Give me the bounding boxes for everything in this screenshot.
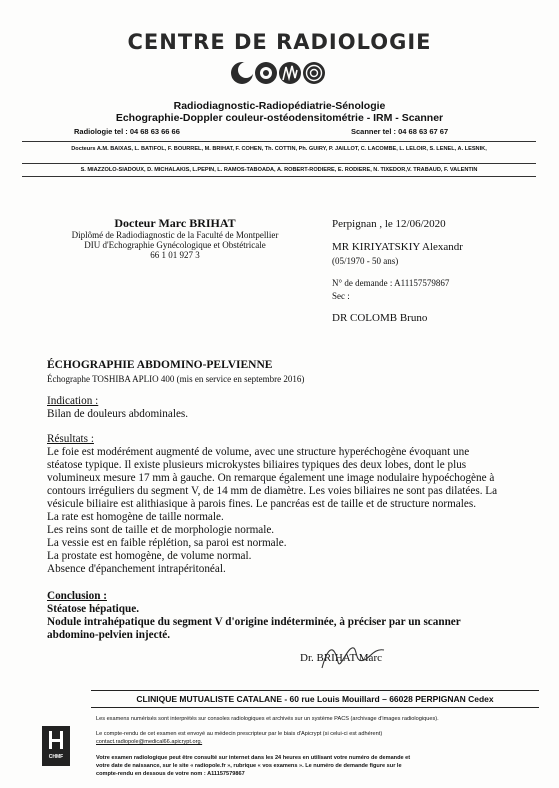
doctors-bottom-divider: [22, 176, 536, 177]
patient-birth: (05/1970 - 50 ans): [332, 256, 399, 266]
results-line: Absence d'épanchement intrapéritonéal.: [47, 563, 226, 575]
results-label: Résultats :: [47, 433, 94, 445]
results-text: [47, 446, 537, 576]
patient-name: MR KIRIYATSKIY Alexandr: [332, 241, 463, 253]
results-line: Les reins sont de taille et de morphologie normale.: [47, 524, 275, 536]
doctor-diu: DIU d'Echographie Gynécologique et Obstétricale: [84, 240, 266, 250]
conclusion-line: Nodule intrahépatique du segment V d'origine indéterminée, à préciser par un scanner: [47, 616, 461, 628]
results-line: Le foie est modérément augmenté de volume, avec une structure hyperéchogène évoquant une: [47, 446, 470, 458]
indication-text: Bilan de douleurs abdominales.: [47, 408, 189, 420]
handwritten-signature-icon: [318, 640, 388, 674]
doctor-name: Docteur Marc BRIHAT: [114, 216, 236, 230]
sec-label: Sec :: [332, 291, 350, 301]
apicrypt-contact: contact.radiopole@medical66.apicrypt.org.: [96, 739, 203, 745]
results-line: stéatose typique. Il existe plusieurs microkystes biliaires typiques des deux lobes, dont le plus: [47, 459, 467, 471]
radiology-logo-icon: [228, 58, 328, 88]
results-line: La rate est homogène de taille normale.: [47, 511, 224, 523]
signature: Dr. BRIHAT Marc: [300, 652, 382, 664]
conclusion-label: Conclusion :: [47, 590, 107, 602]
apicrypt-note: Le compte-rendu de cet examen est envoyé au médecin prescripteur par le biais d'Apicrypt (si celui-ci est adhérent): [96, 731, 383, 737]
doctor-diploma: Diplômé de Radiodiagnostic de la Faculté de Montpellier: [71, 230, 279, 240]
online-note-line2: votre date de naissance, sur le site « radiopole.fr », rubrique « vos examens ». Le numéro de demande figure sur le: [96, 763, 402, 769]
center-title: CENTRE DE RADIOLOGIE: [127, 30, 432, 54]
modalities-line: Echographie-Doppler couleur-ostéodensitométrie - IRM - Scanner: [115, 112, 444, 124]
online-note-line3: compte-rendu en dessous de votre nom : A11157579867: [96, 771, 245, 777]
chmf-logo-icon: [42, 726, 70, 766]
place-date: Perpignan , le 12/06/2020: [332, 218, 446, 230]
conclusion-line: Stéatose hépatique.: [47, 603, 139, 615]
scanner-phone: Scanner tel : 04 68 63 67 67: [351, 127, 449, 136]
header-divider: [22, 141, 536, 142]
doctor-id: 66 1 01 927 3: [150, 250, 200, 260]
specialties-line: Radiodiagnostic-Radiopédiatrie-Sénologie: [173, 100, 386, 112]
clinic-address-bar: CLINIQUE MUTUALISTE CATALANE - 60 rue Louis Mouillard – 66028 PERPIGNAN Cedex: [91, 690, 539, 708]
conclusion-text: [47, 603, 537, 642]
online-note-line1: Votre examen radiologique peut être consulté sur internet dans les 24 heures en utilisant votre numéro de demande et: [96, 755, 411, 761]
conclusion-line: abdomino-pelvien injecté.: [47, 629, 171, 641]
chmf-label: CHMF: [48, 754, 64, 760]
doctor-block: [60, 217, 290, 260]
doctors-list-line2: S. MIAZZOLO-SIADOUX, D. MICHALAKIS, L.PEPIN, L. RAMOS-TABOADA, A. ROBERT-RODIERE, E. RODIERE, N. TIXEDOR,V. TRABAUD, F. VALENTIN: [80, 167, 478, 173]
results-line: La vessie est en faible réplétion, sa paroi est normale.: [47, 537, 287, 549]
results-line: vésicule biliaire est alithiasique à parois fines. Le pancréas est de taille et de structure normales.: [47, 498, 476, 510]
referring-doctor: DR COLOMB Bruno: [332, 312, 428, 324]
results-line: contours irréguliers du segment V, de 14 mm de diamètre. Les voies biliaires ne sont pas dilatées. La: [47, 485, 498, 497]
results-line: volumineux mesure 17 mm à gauche. On remarque également une image nodulaire hypoéchogène à: [47, 472, 495, 484]
results-line: La prostate est homogène, de volume normal.: [47, 550, 252, 562]
doctors-divider: [22, 163, 536, 164]
device-info: Échographe TOSHIBA APLIO 400 (mis en service en septembre 2016): [47, 374, 305, 384]
radiology-phone: Radiologie tel : 04 68 63 66 66: [74, 127, 180, 136]
pacs-note: Les examens numérisés sont interprétés sur consoles radiologiques et archivés sur un système PACS (archivage d'images radiologiques).: [96, 716, 439, 722]
request-number: N° de demande : A11157579867: [332, 278, 450, 288]
indication-label: Indication :: [47, 395, 99, 407]
report-title: ÉCHOGRAPHIE ABDOMINO-PELVIENNE: [47, 359, 273, 371]
doctors-list-line1: Docteurs A.M. BAIXAS, L. BATIFOL, F. BOURREL, M. BRIHAT, F. COHEN, Th. COTTIN, Ph. GUIRY, P. JAILLOT, C. LACOMBE, L. LELOIR, S. LENEL, A. LESNIK,: [71, 146, 487, 152]
